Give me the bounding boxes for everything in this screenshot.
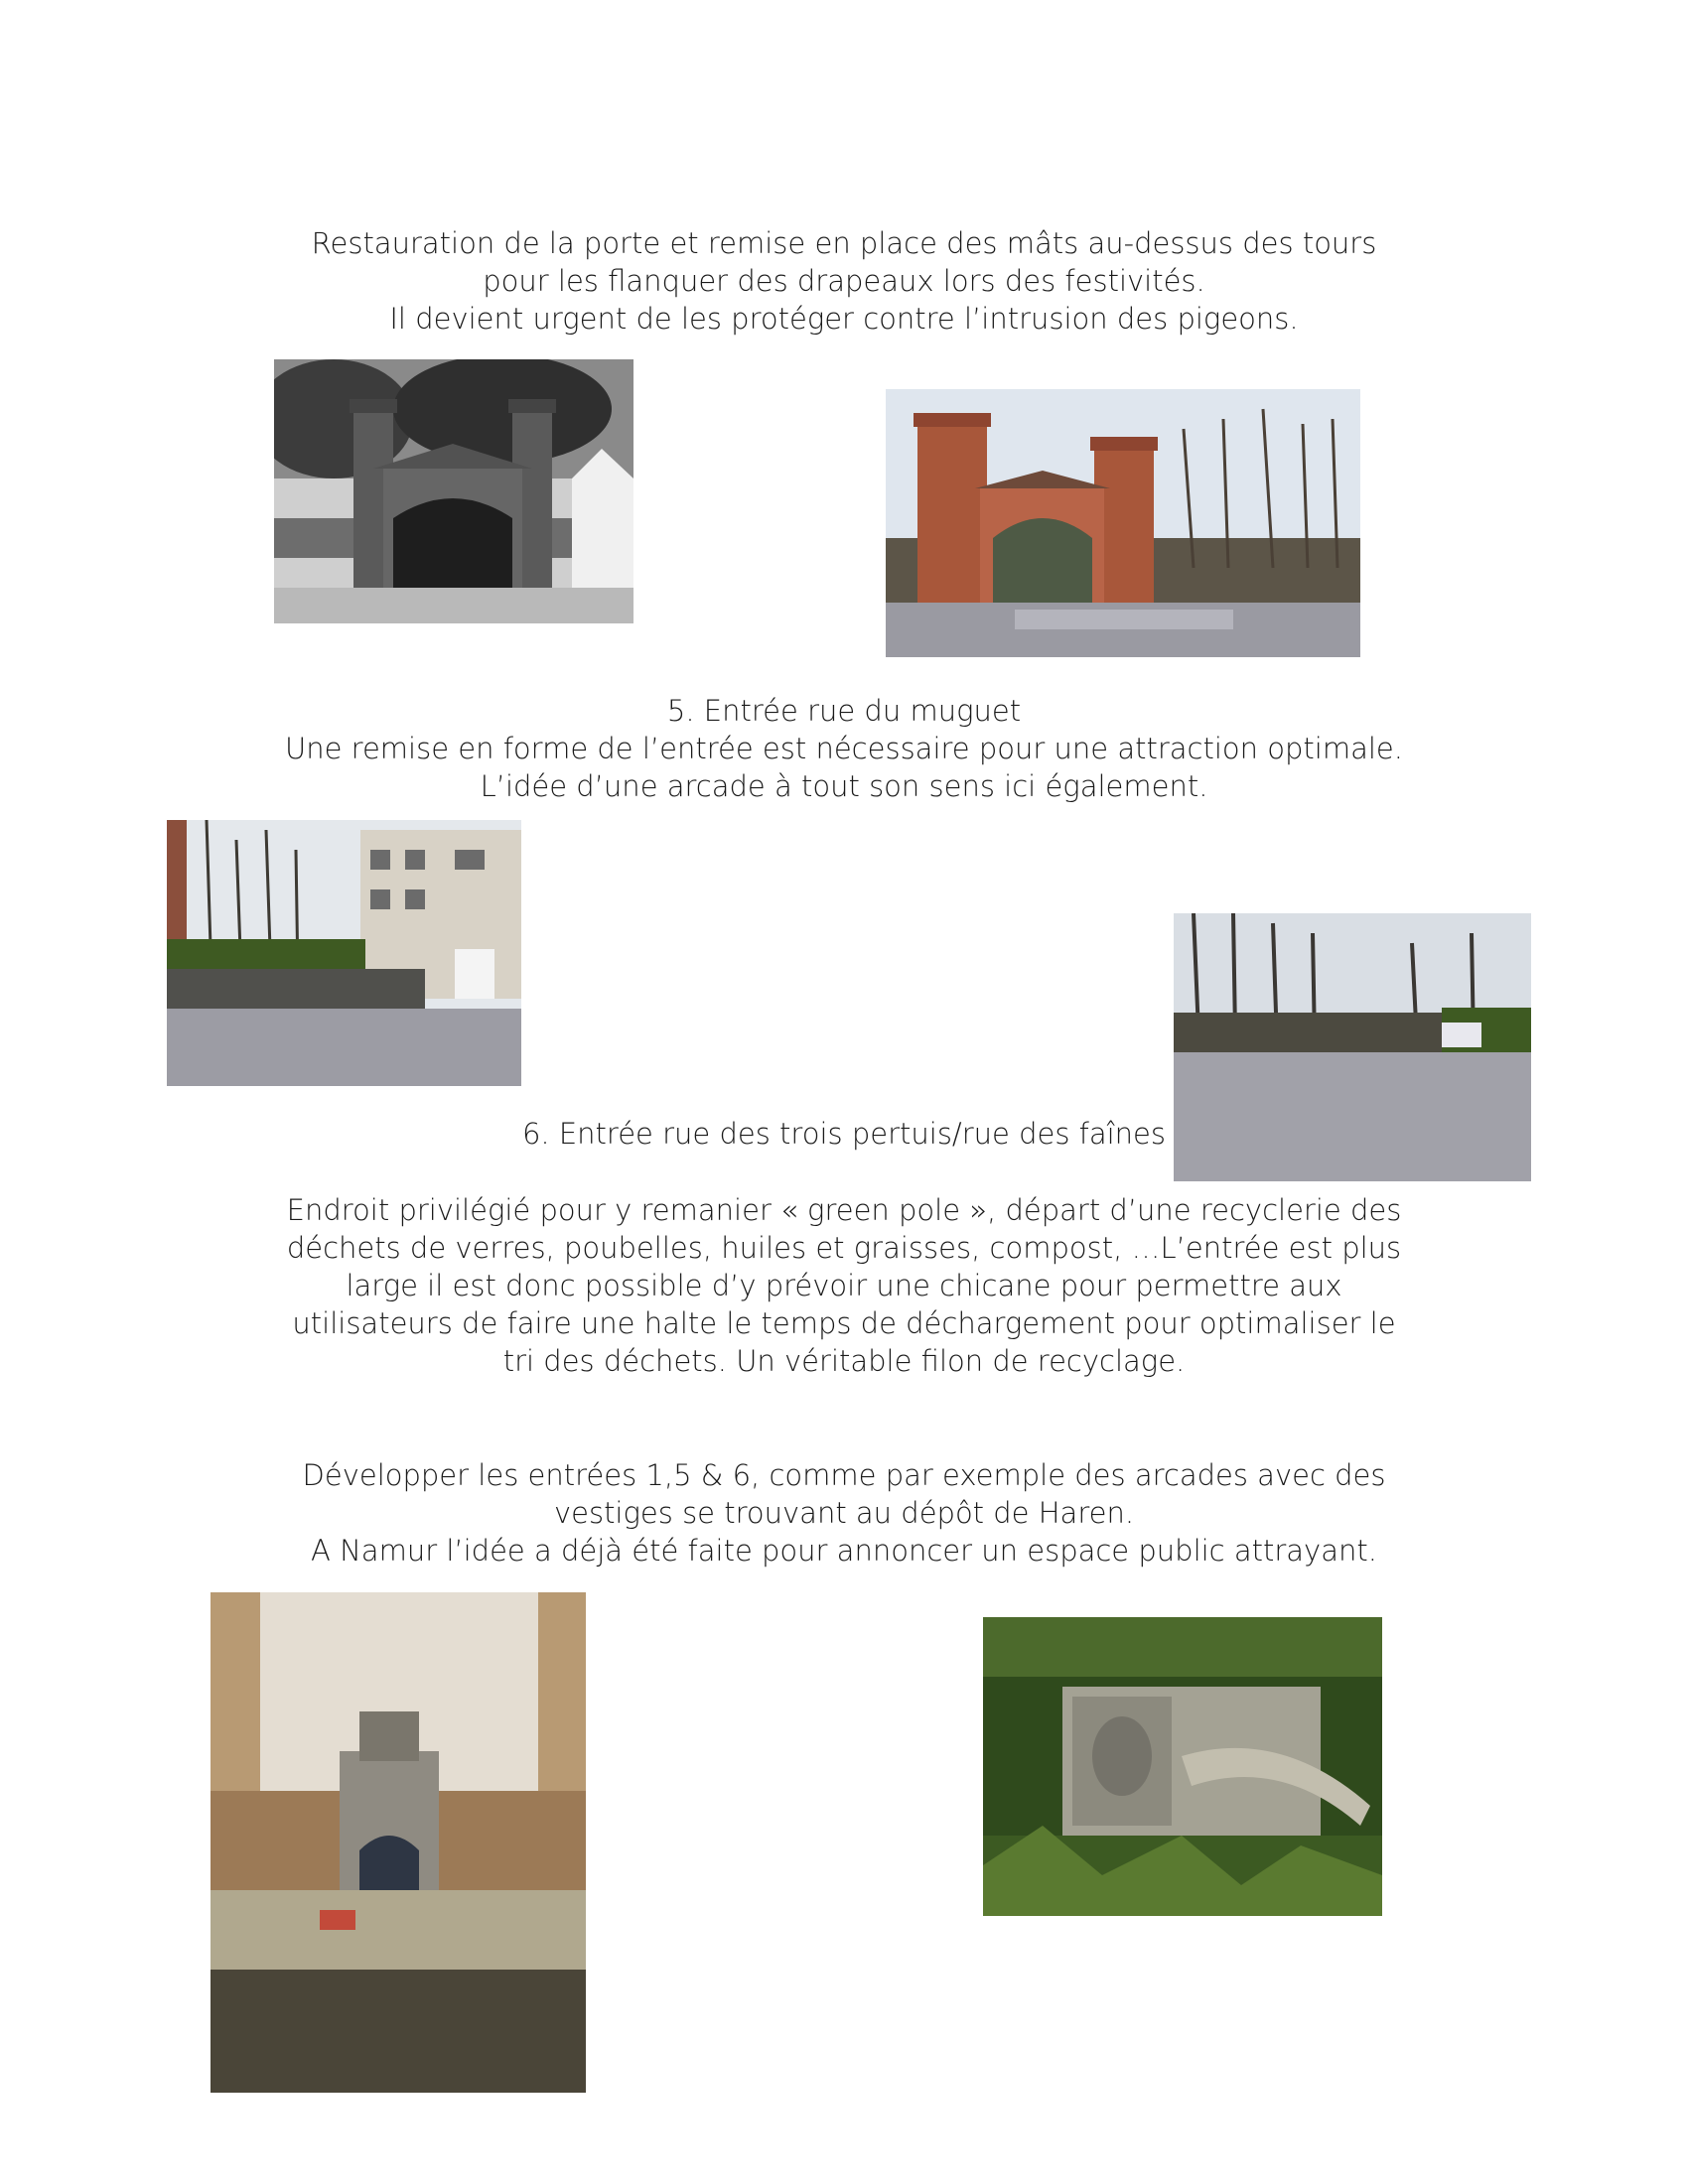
section5-line-2: L’idée d’une arcade à tout son sens ici également.: [480, 769, 1208, 803]
section6-body-line-1: Endroit privilégié pour y remanier « green pole », départ d’une recyclerie des: [286, 1193, 1402, 1227]
section6-body-line-3: large il est donc possible d’y prévoir une chicane pour permettre aux: [346, 1269, 1342, 1302]
closing-line-3: A Namur l’idée a déjà été faite pour annoncer un espace public attrayant.: [311, 1534, 1377, 1568]
section5-title: 5. Entrée rue du muguet: [666, 694, 1022, 728]
closing-line-1: Développer les entrées 1,5 & 6, comme par exemple des arcades avec des: [302, 1458, 1386, 1492]
photo-namur-arcade: [211, 1592, 586, 2093]
section6-body-line-4: utilisateurs de faire une halte le temps de déchargement pour optimaliser le: [292, 1306, 1396, 1340]
section6-body-line-5: tri des déchets. Un véritable filon de recyclage.: [502, 1344, 1186, 1378]
section6-body-line-2: déchets de verres, poubelles, huiles et graisses, compost, …L’entrée est plus: [286, 1231, 1402, 1265]
photo-vestiges-haren: [983, 1617, 1382, 1916]
photo-brick-gate-today: [886, 389, 1360, 657]
intro-line-3: Il devient urgent de les protéger contre l’intrusion des pigeons.: [389, 302, 1299, 336]
section6-title: 6. Entrée rue des trois pertuis/rue des faînes: [521, 1117, 1167, 1151]
intro-line-1: Restauration de la porte et remise en place des mâts au-dessus des tours: [311, 226, 1377, 260]
closing-line-2: vestiges se trouvant au dépôt de Haren.: [553, 1496, 1135, 1530]
section5-line-1: Une remise en forme de l’entrée est nécessaire pour une attraction optimale.: [285, 732, 1403, 765]
photo-entrance-rue-du-muguet: [167, 820, 521, 1086]
photo-old-gate-bw: [274, 359, 633, 623]
intro-line-2: pour les flanquer des drapeaux lors des festivités.: [483, 264, 1205, 298]
